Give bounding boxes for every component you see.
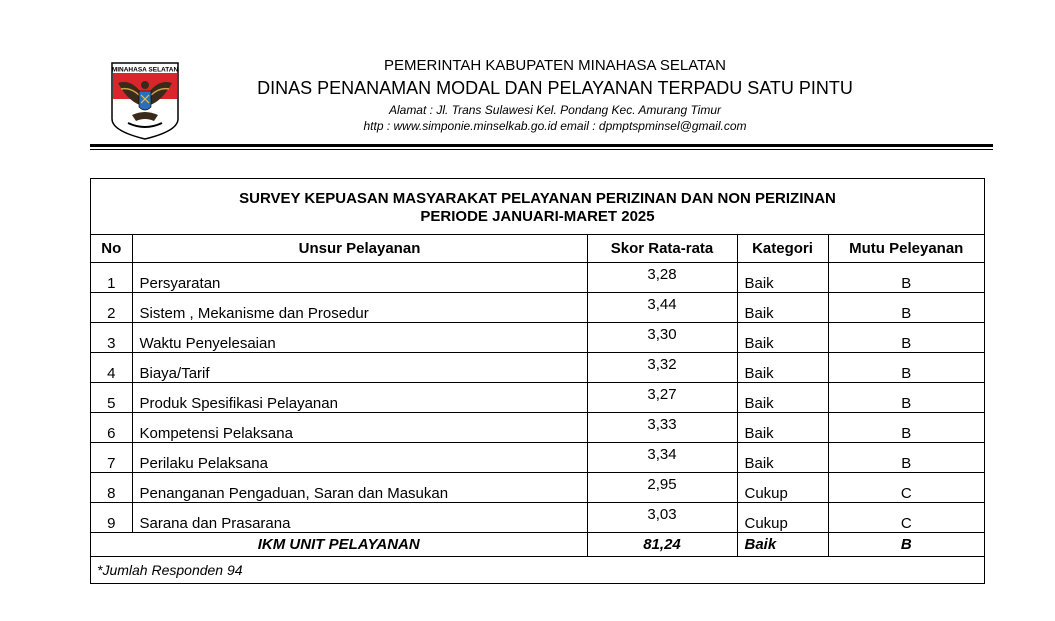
header-mutu: Mutu Peleyanan <box>828 235 984 263</box>
total-mutu: B <box>828 533 984 557</box>
cell-mutu: B <box>828 443 984 473</box>
header-kategori: Kategori <box>737 235 828 263</box>
cell-kategori: Baik <box>737 443 828 473</box>
cell-skor: 3,28 <box>587 263 737 293</box>
cell-unsur: Produk Spesifikasi Pelayanan <box>132 383 587 413</box>
table-header-row <box>91 235 984 263</box>
logo-text: MINAHASA SELATAN <box>111 66 179 74</box>
cell-unsur: Penanganan Pengaduan, Saran dan Masukan <box>132 473 587 503</box>
cell-unsur: Biaya/Tarif <box>132 353 587 383</box>
cell-no: 1 <box>91 263 132 293</box>
header-unsur: Unsur Pelayanan <box>132 235 587 263</box>
cell-skor: 3,34 <box>587 443 737 473</box>
cell-mutu: B <box>828 323 984 353</box>
survey-title-line2: PERIODE JANUARI-MARET 2025 <box>420 208 655 225</box>
cell-kategori: Baik <box>737 323 828 353</box>
table-row <box>91 443 984 473</box>
cell-skor: 3,03 <box>587 503 737 533</box>
cell-no: 8 <box>91 473 132 503</box>
table-row <box>91 293 984 323</box>
cell-unsur: Perilaku Pelaksana <box>132 443 587 473</box>
survey-title <box>91 179 984 235</box>
cell-no: 3 <box>91 323 132 353</box>
cell-kategori: Baik <box>737 383 828 413</box>
cell-kategori: Baik <box>737 293 828 323</box>
cell-kategori: Cukup <box>737 473 828 503</box>
letterhead-web-email: http : www.simponie.minselkab.go.id email : dpmptspminsel@gmail.com <box>363 119 747 133</box>
total-label: IKM UNIT PELAYANAN <box>91 533 587 557</box>
cell-no: 5 <box>91 383 132 413</box>
cell-skor: 3,44 <box>587 293 737 323</box>
cell-unsur: Sarana dan Prasarana <box>132 503 587 533</box>
survey-table <box>91 235 984 557</box>
survey-table-block <box>90 178 985 584</box>
table-row <box>91 383 984 413</box>
letterhead-agency: DINAS PENANAMAN MODAL DAN PELAYANAN TERPADU SATU PINTU <box>257 78 853 98</box>
table-row <box>91 323 984 353</box>
total-kategori: Baik <box>737 533 828 557</box>
minahasa-selatan-logo <box>110 61 180 141</box>
cell-no: 6 <box>91 413 132 443</box>
cell-no: 2 <box>91 293 132 323</box>
cell-no: 7 <box>91 443 132 473</box>
table-row <box>91 503 984 533</box>
header-no: No <box>91 235 132 263</box>
cell-skor: 3,30 <box>587 323 737 353</box>
header-skor: Skor Rata-rata <box>587 235 737 263</box>
cell-skor: 3,27 <box>587 383 737 413</box>
cell-no: 4 <box>91 353 132 383</box>
cell-unsur: Waktu Penyelesaian <box>132 323 587 353</box>
table-row <box>91 473 984 503</box>
table-row <box>91 413 984 443</box>
cell-unsur: Sistem , Mekanisme dan Prosedur <box>132 293 587 323</box>
letterhead-divider <box>90 144 993 147</box>
cell-kategori: Baik <box>737 413 828 443</box>
table-row <box>91 263 984 293</box>
cell-mutu: B <box>828 293 984 323</box>
respondent-note: *Jumlah Responden 94 <box>97 562 243 578</box>
table-row <box>91 353 984 383</box>
cell-mutu: C <box>828 473 984 503</box>
survey-title-line1: SURVEY KEPUASAN MASYARAKAT PELAYANAN PERIZINAN DAN NON PERIZINAN <box>239 190 836 207</box>
cell-unsur: Kompetensi Pelaksana <box>132 413 587 443</box>
cell-no: 9 <box>91 503 132 533</box>
cell-kategori: Baik <box>737 263 828 293</box>
cell-skor: 2,95 <box>587 473 737 503</box>
cell-unsur: Persyaratan <box>132 263 587 293</box>
letterhead-government: PEMERINTAH KABUPATEN MINAHASA SELATAN <box>383 57 726 74</box>
letterhead-divider-thin <box>90 149 993 150</box>
cell-mutu: B <box>828 383 984 413</box>
letterhead-address: Alamat : Jl. Trans Sulawesi Kel. Pondang Kec. Amurang Timur <box>388 103 722 117</box>
cell-kategori: Cukup <box>737 503 828 533</box>
total-skor: 81,24 <box>587 533 737 557</box>
cell-skor: 3,32 <box>587 353 737 383</box>
cell-mutu: B <box>828 413 984 443</box>
total-row <box>91 533 984 557</box>
cell-mutu: B <box>828 353 984 383</box>
cell-kategori: Baik <box>737 353 828 383</box>
cell-skor: 3,33 <box>587 413 737 443</box>
cell-mutu: B <box>828 263 984 293</box>
cell-mutu: C <box>828 503 984 533</box>
